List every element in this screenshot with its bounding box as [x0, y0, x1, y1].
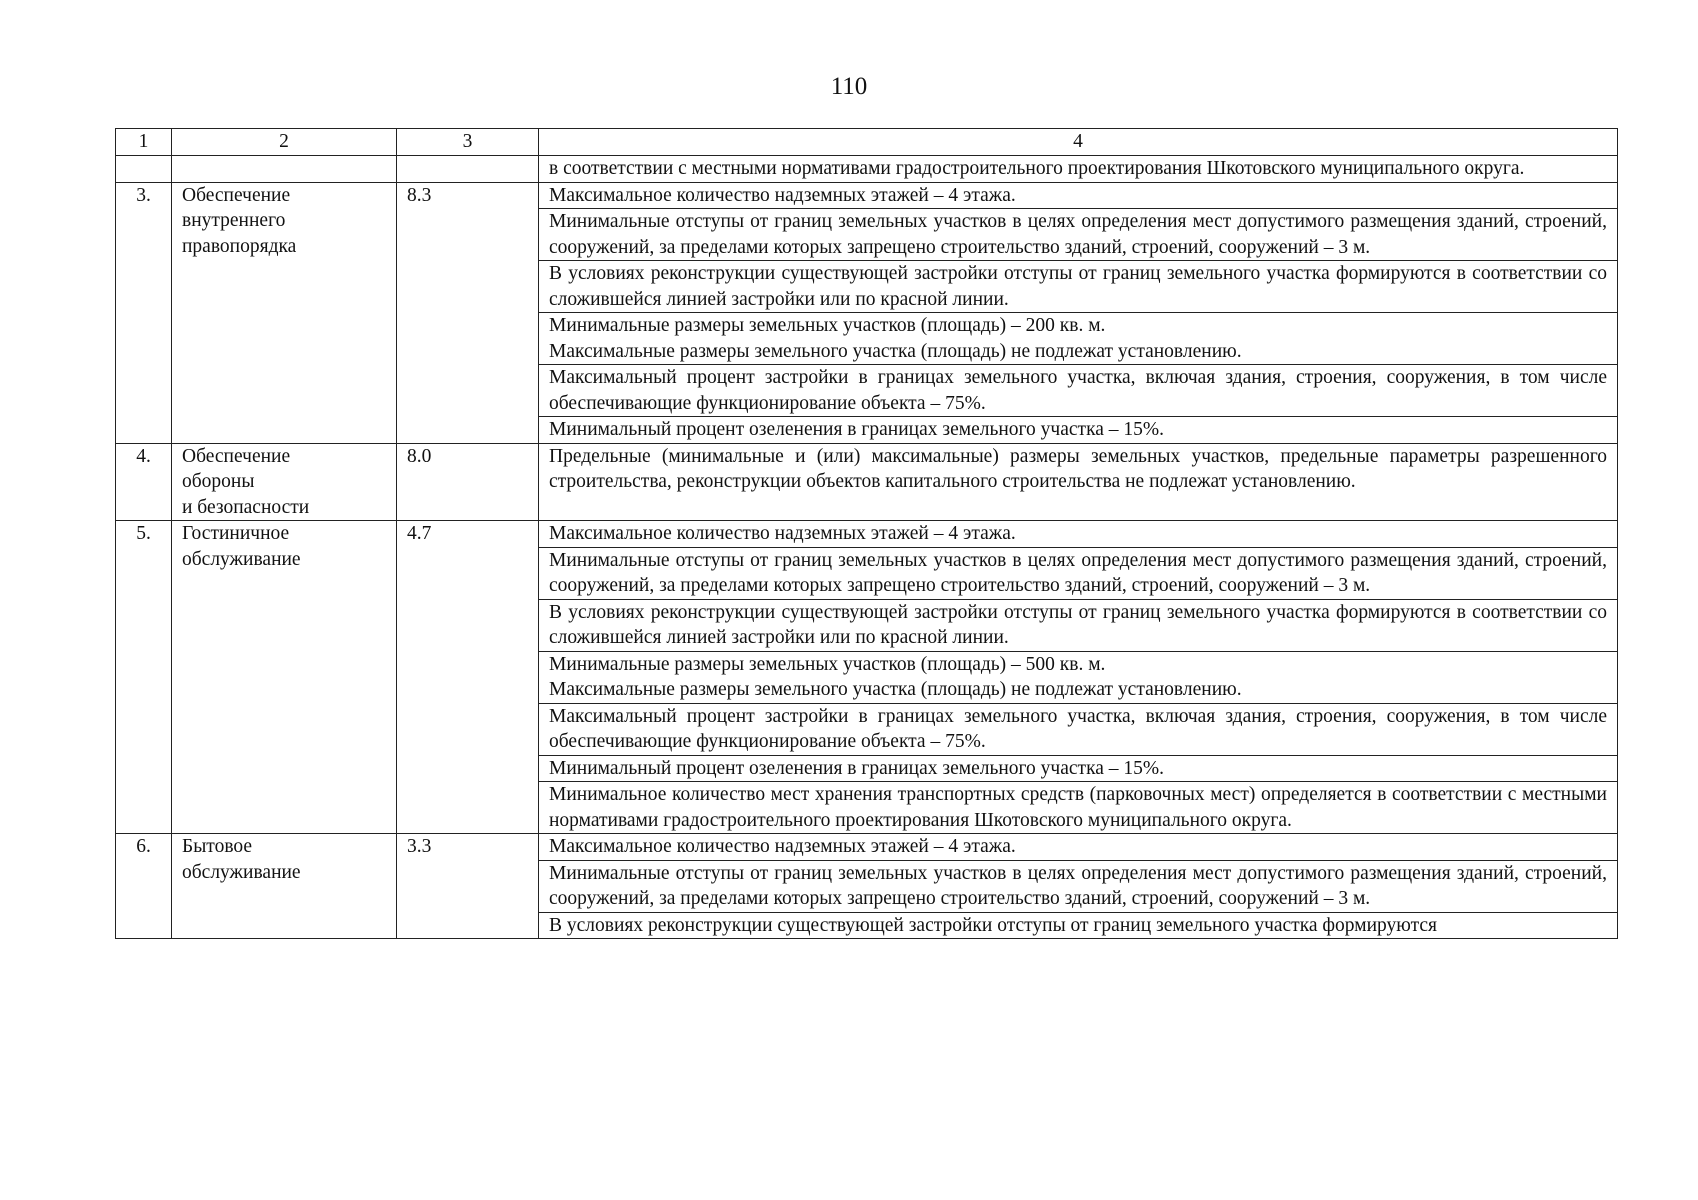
use-name-cell	[172, 834, 397, 939]
use-name-line: Обеспечение	[182, 184, 291, 206]
parameter-cell: Минимальное количество мест хранения транспортных средств (парковочных мест) определяется в соответствии с местными нормативами градостроительного проектирования Шкотовского муниципального округа.	[539, 782, 1618, 834]
use-name-line: Обеспечение	[182, 445, 291, 467]
column-header: 4	[539, 129, 1618, 156]
use-name-cell	[172, 443, 397, 521]
table-body	[116, 156, 1618, 939]
parameter-cell: Максимальное количество надземных этажей – 4 этажа.	[539, 521, 1618, 548]
parameter-cell: Минимальные отступы от границ земельных участков в целях определения мест допустимого размещения зданий, строений, сооружений, за пределами которых запрещено строительство зданий, строений, сооружений – 3 м.	[539, 209, 1618, 261]
code-cell: 8.3	[397, 182, 539, 443]
parameter-cell: Минимальные отступы от границ земельных участков в целях определения мест допустимого размещения зданий, строений, сооружений, за пределами которых запрещено строительство зданий, строений, сооружений – 3 м.	[539, 547, 1618, 599]
row-number-cell: 6.	[116, 834, 172, 939]
parameter-cell: В условиях реконструкции существующей застройки отступы от границ земельного участка формируются в соответствии со сложившейся линией застройки или по красной линии.	[539, 599, 1618, 651]
table-row	[116, 182, 1618, 209]
parameter-cell: Минимальные отступы от границ земельных участков в целях определения мест допустимого размещения зданий, строений, сооружений, за пределами которых запрещено строительство зданий, строений, сооружений – 3 м.	[539, 860, 1618, 912]
parameter-cell: Максимальное количество надземных этажей – 4 этажа.	[539, 834, 1618, 861]
use-name-line: обороны	[182, 471, 255, 492]
parameter-cell: Минимальный процент озеленения в границах земельного участка – 15%.	[539, 755, 1618, 782]
table-row	[116, 521, 1618, 548]
page-number: 110	[830, 73, 868, 100]
parameter-cell: Максимальный процент застройки в границах земельного участка, включая здания, строения, сооружения, в том числе обеспечивающие функционирование объекта – 75%.	[539, 703, 1618, 755]
column-header: 1	[116, 129, 172, 156]
use-name-line: и безопасности	[182, 496, 310, 518]
row-number-cell	[116, 156, 172, 183]
parameter-cell: В условиях реконструкции существующей застройки отступы от границ земельного участка формируются в соответствии со сложившейся линией застройки или по красной линии.	[539, 261, 1618, 313]
parameter-cell: Минимальные размеры земельных участков (площадь) – 200 кв. м. Максимальные размеры земельного участка (площадь) не подлежат установлению.	[539, 313, 1618, 365]
use-name-cell	[172, 182, 397, 443]
parameter-cell: Максимальное количество надземных этажей – 4 этажа.	[539, 182, 1618, 209]
parameter-cell: Минимальные размеры земельных участков (площадь) – 500 кв. м. Максимальные размеры земельного участка (площадь) не подлежат установлению.	[539, 651, 1618, 703]
parameter-cell: Предельные (минимальные и (или) максимальные) размеры земельных участков, предельные параметры разрешенного строительства, реконструкции объектов капитального строительства не подлежат установлению.	[539, 443, 1618, 521]
row-number-cell: 5.	[116, 521, 172, 834]
parameter-cell: В условиях реконструкции существующей застройки отступы от границ земельного участка формируются	[539, 912, 1618, 939]
use-name-line: обслуживание	[182, 861, 301, 883]
use-name-line: внутреннего	[182, 210, 286, 231]
continuation-row	[116, 156, 1618, 183]
code-cell	[397, 156, 539, 183]
use-name-line: Бытовое	[182, 836, 253, 857]
parameter-cell: Минимальный процент озеленения в границах земельного участка – 15%.	[539, 417, 1618, 444]
header-row	[116, 129, 1618, 156]
column-header: 2	[172, 129, 397, 156]
table-row	[116, 443, 1618, 521]
regulations-table	[115, 128, 1618, 939]
use-name-cell	[172, 521, 397, 834]
column-header: 3	[397, 129, 539, 156]
parameter-cell: в соответствии с местными нормативами градостроительного проектирования Шкотовского муниципального округа.	[539, 156, 1618, 183]
code-cell: 8.0	[397, 443, 539, 521]
table-row	[116, 834, 1618, 861]
row-number-cell: 4.	[116, 443, 172, 521]
use-name-line: обслуживание	[182, 548, 301, 570]
parameter-cell: Максимальный процент застройки в границах земельного участка, включая здания, строения, сооружения, в том числе обеспечивающие функционирование объекта – 75%.	[539, 365, 1618, 417]
code-cell: 3.3	[397, 834, 539, 939]
code-cell: 4.7	[397, 521, 539, 834]
row-number-cell: 3.	[116, 182, 172, 443]
use-name-line: правопорядка	[182, 235, 297, 257]
use-name-line: Гостиничное	[182, 523, 290, 544]
use-name-cell	[172, 156, 397, 183]
